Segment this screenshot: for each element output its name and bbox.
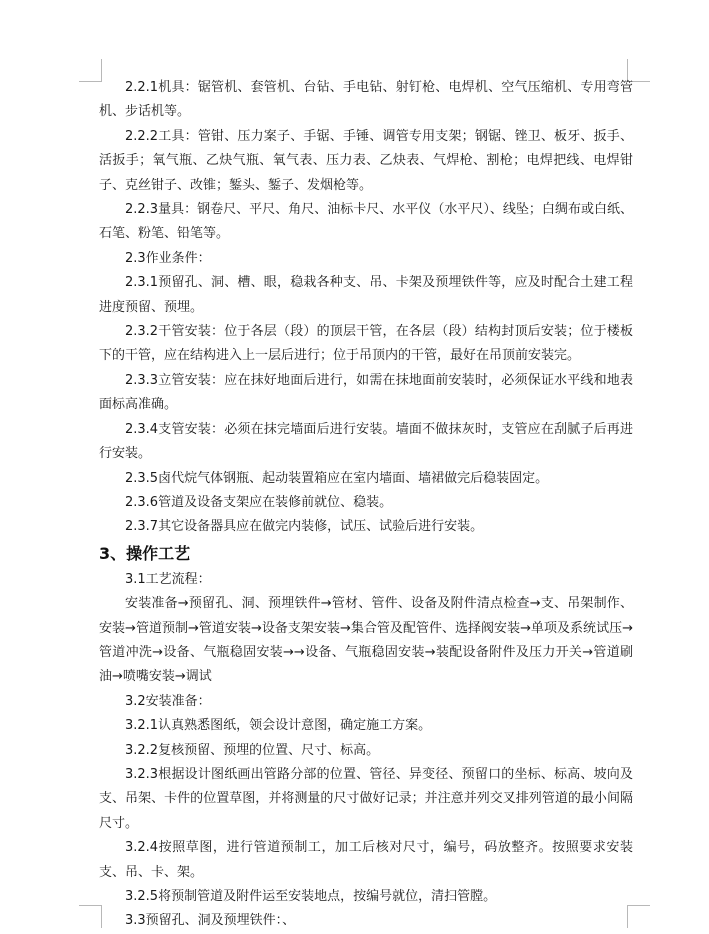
paragraph-2-3-5: 2.3.5卤代烷气体钢瓶、起动装置箱应在室内墙面、墙裙做完后稳装固定。 xyxy=(125,470,549,486)
paragraph-process-flow: 安装准备→预留孔、洞、预埋铁件→管材、管件、设备及附件清点检查→支、吊架制作、安装→管道预制→管道安装→设备支架安装→集合管及配管件、选择阀安装→单项及系统试压→管道冲洗→设备、气瓶稳固安装→→设备、气瓶稳固安装→装配设备附件及压力开关→管道刷油→喷嘴安装→调试 xyxy=(99,596,633,685)
paragraph-3-2-3: 3.2.3根据设计图纸画出管路分部的位置、管径、异变径、预留口的坐标、标高、坡向及支、吊架、卡件的位置草图，并将测量的尺寸做好记录；并注意并列交叉排列管道的最小间隔尺寸。 xyxy=(99,766,633,831)
paragraph-2-3-4: 2.3.4支管安装：必须在抹完墙面后进行安装。墙面不做抹灰时，支管应在刮腻子后再进行安装。 xyxy=(99,421,633,462)
paragraph-2-3-2: 2.3.2干管安装：位于各层（段）的顶层干管，在各层（段）结构封顶后安装；位于楼板下的干管，应在结构进入上一层后进行；位于吊顶内的干管，最好在吊顶前安装完。 xyxy=(99,324,633,364)
paragraph-3-2-2: 3.2.2复核预留、预埋的位置、尺寸、标高。 xyxy=(125,742,380,758)
paragraph-2-3-6: 2.3.6管道及设备支架应在装修前就位、稳装。 xyxy=(125,494,393,510)
paragraph-2-3: 2.3作业条件： xyxy=(125,250,211,266)
paragraph-3-1: 3.1工艺流程： xyxy=(125,571,211,587)
paragraph-2-3-7: 2.3.7其它设备器具应在做完内装修，试压、试验后进行安装。 xyxy=(125,519,484,535)
paragraph-3-3: 3.3预留孔、洞及预埋铁件：、 xyxy=(125,913,296,929)
paragraph-2-3-3: 2.3.3立管安装：应在抹好地面后进行，如需在抹地面前安装时，必须保证水平线和地表面标高准确。 xyxy=(99,372,633,413)
paragraph-2-3-1: 2.3.1预留孔、洞、槽、眼，稳栽各种支、吊、卡架及预埋铁件等，应及时配合土建工程进度预留、预埋。 xyxy=(99,275,633,315)
paragraph-2-2-1: 2.2.1机具：锯管机、套管机、台钻、手电钻、射钉枪、电焊机、空气压缩机、专用弯管机、步话机等。 xyxy=(99,80,633,120)
paragraph-3-2-5: 3.2.5将预制管道及附件运至安装地点，按编号就位，清扫管膛。 xyxy=(125,889,497,904)
paragraph-3-2-4: 3.2.4按照草图，进行管道预制工，加工后核对尺寸，编号，码放整齐。按照要求安装支、吊、卡、架。 xyxy=(99,840,633,880)
paragraph-3-2: 3.2安装准备： xyxy=(125,693,211,709)
section-heading-3: 3、操作工艺 xyxy=(99,543,191,563)
paragraph-3-2-1: 3.2.1认真熟悉图纸，领会设计意图，确定施工方案。 xyxy=(125,718,432,734)
document-body[interactable] xyxy=(99,76,633,934)
paragraph-2-2-2: 2.2.2工具：管钳、压力案子、手锯、手锤、调管专用支架；钢锯、锉卫、板牙、扳手、活扳手；氧气瓶、乙炔气瓶、氧气表、压力表、乙炔表、气焊枪、割枪；电焊把线、电焊钳子、克丝钳子、改锥；錾头、錾子、发烟枪等。 xyxy=(99,128,633,193)
paragraph-2-2-3: 2.2.3量具：钢卷尺、平尺、角尺、油标卡尺、水平仪（水平尺）、线坠；白绸布或白纸、石笔、粉笔、铅笔等。 xyxy=(99,202,633,242)
